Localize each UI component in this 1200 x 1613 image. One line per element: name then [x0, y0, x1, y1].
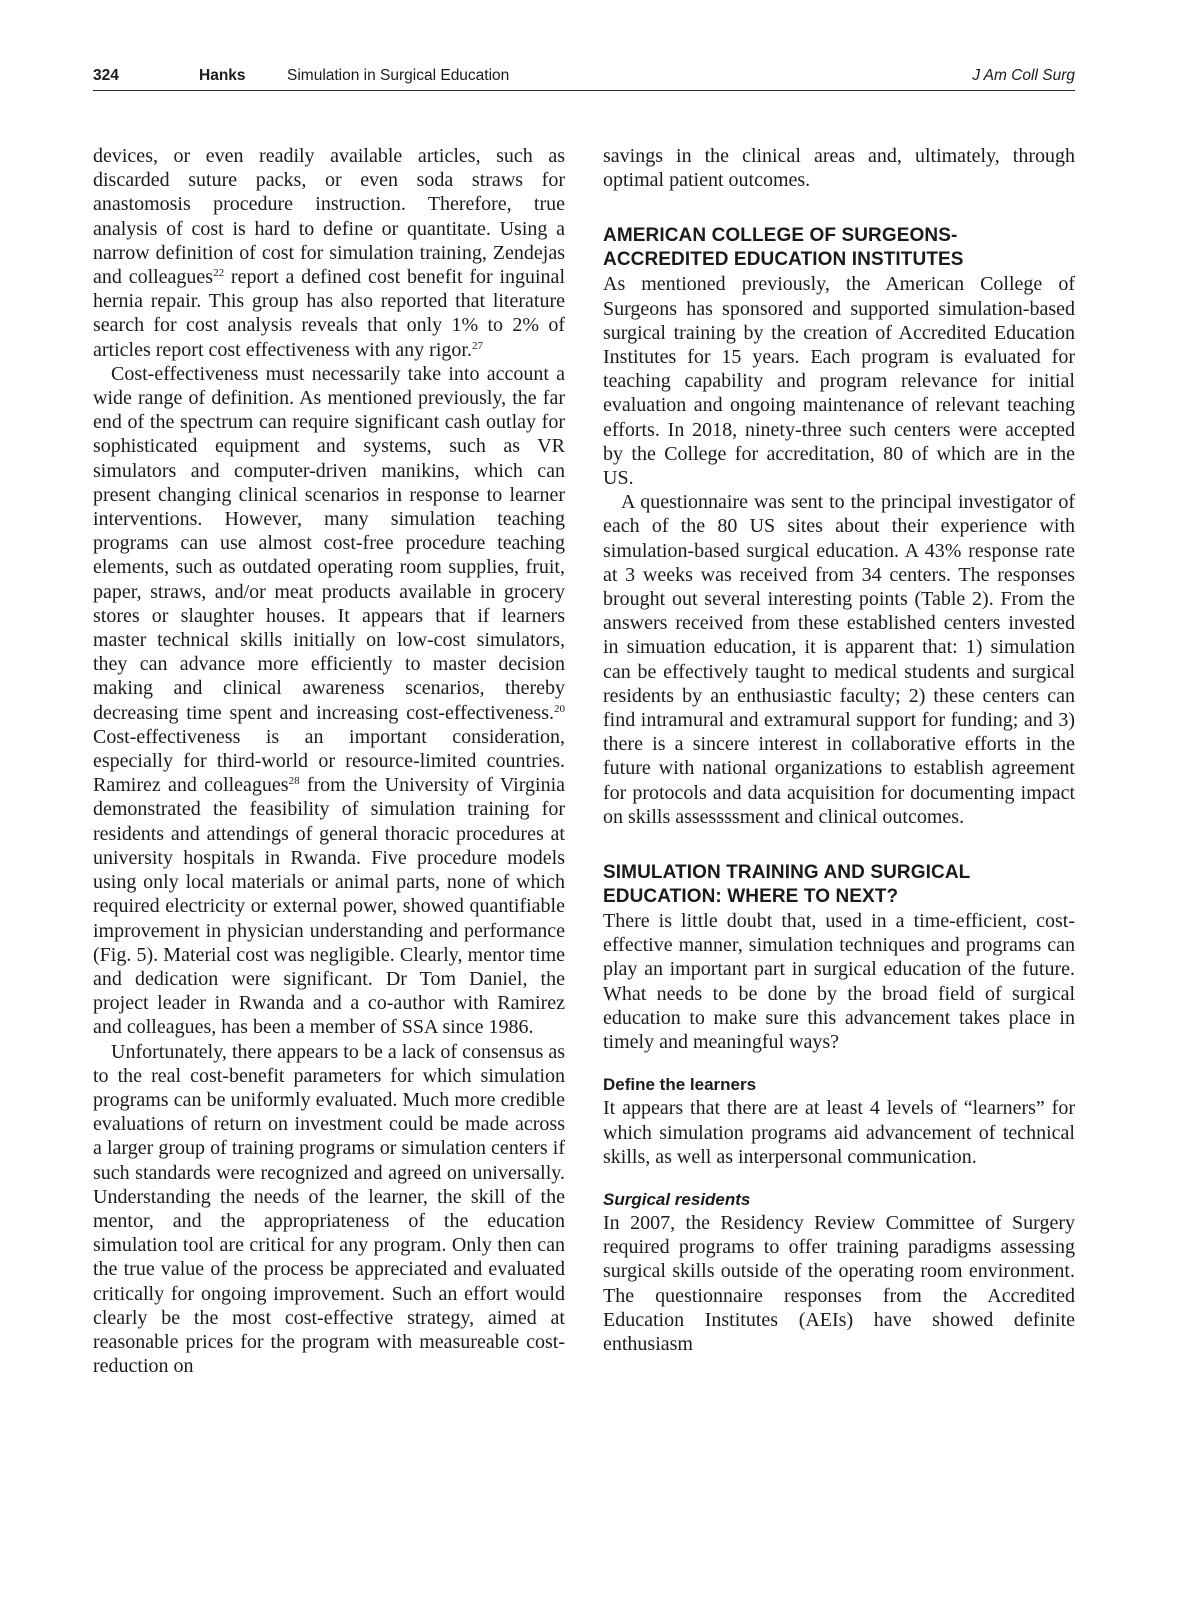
section-heading: AMERICAN COLLEGE OF SURGEONS-ACCREDITED EDUCATION INSTITUTES — [603, 225, 964, 271]
body-paragraph: There is little doubt that, used in a time-efficient, cost-effective manner, simulation techniques and programs can play an important part in surgical education of the future. What needs to be done by the broad field of surgical education to make sure this advancement takes place in timely and meaningful ways? — [603, 910, 1075, 1054]
body-paragraph: As mentioned previously, the American College of Surgeons has sponsored and supported simulation-based surgical training by the creation of Accredited Education Institutes for 15 years. Each program is evaluated for teaching capability and program relevance for initial evaluation and ongoing maintenance of relevant teaching efforts. In 2018, ninety-three such centers were accepted by the College for accreditation, 80 of which are in the US. — [603, 273, 1075, 490]
journal-name: J Am Coll Surg — [972, 67, 1075, 84]
page-number: 324 — [93, 67, 119, 84]
section-heading: SIMULATION TRAINING AND SURGICAL EDUCATION: WHERE TO NEXT? — [603, 862, 971, 908]
body-paragraph: devices, or even readily available articles, such as discarded suture packs, or even soda straws for anastomosis procedure instruction. Therefore, true analysis of cost is hard to define or quantitate. Using a narrow definition of cost for simulation training, Zendejas and colleagues$^{22}$ report a defined cost benefit for inguinal hernia repair. This group has also reported that literature search for cost analysis reveals that only 1% to 2% of articles report cost effectiveness with any rigor.$^{27}$ — [93, 145, 565, 361]
running-header — [93, 66, 1075, 91]
body-paragraph: Unfortunately, there appears to be a lack of consensus as to the real cost-benefit parameters for which simulation programs can be uniformly evaluated. Much more credible evaluations of return on investment could be made across a larger group of training programs or simulation centers if such standards were recognized and agreed on universally. Understanding the needs of the learner, the skill of the mentor, and the appropriateness of the education simulation tool are critical for any program. Only then can the true value of the process be appreciated and evaluated critically for ongoing improvement. Such an effort would clearly be the most cost-effective strategy, aimed at reasonable prices for the program with measureable cost-reduction on — [93, 1040, 565, 1378]
left-column — [93, 144, 565, 1378]
subsubsection-heading: Surgical residents — [603, 1189, 751, 1209]
subsection-heading: Define the learners — [603, 1075, 757, 1095]
running-author: Hanks — [199, 67, 246, 84]
body-paragraph: Cost-effectiveness must necessarily take into account a wide range of definition. As mentioned previously, the far end of the spectrum can require significant cash outlay for sophisticated equipment and systems, such as VR simulators and computer-driven manikins, which can present changing clinical scenarios in response to learner interventions. However, many simulation teaching programs can use almost cost-free procedure teaching elements, such as outdated operating room supplies, fruit, paper, straws, and/or meat products available in grocery stores or slaughter houses. It appears that if learners master technical skills initially on low-cost simulators, they can advance more efficiently to master decision making and clinical awareness scenarios, thereby decreasing time spent and increasing cost-effectiveness.$^{20}$ Cost-effectiveness is an important consideration, especially for third-world or resource-limited countries. Ramirez and colleagues$^{28}$ from the University of Virginia demonstrated the feasibility of simulation training for residents and attendings of general thoracic procedures at university hospitals in Rwanda. Five procedure models using only local materials or animal parts, none of which required electricity or external power, showed quantifiable improvement in physician understanding and performance (Fig. 5). Material cost was negligible. Clearly, mentor time and dedication were significant. Dr Tom Daniel, the project leader in Rwanda and a co-author with Ramirez and colleagues, has been a member of SSA since 1986. — [93, 362, 565, 1039]
body-paragraph: A questionnaire was sent to the principal investigator of each of the 80 US sites about their experience with simulation-based surgical education. A 43% response rate at 3 weeks was received from 34 centers. The responses brought out several interesting points (Table 2). From the answers received from these established centers invested in simuation education, it is apparent that: 1) simulation can be effectively taught to medical students and surgical residents by an enthusiastic faculty; 2) these centers can find intramural and extramural support for funding; and 3) there is a sincere interest in collaborative efforts in the future with national organizations to establish agreement for protocols and data acquisition for documenting impact on skills assessssment and clinical outcomes. — [603, 491, 1075, 828]
body-paragraph: It appears that there are at least 4 levels of “learners” for which simulation programs aid advancement of technical skills, as well as interpersonal communication. — [603, 1097, 1075, 1168]
body-paragraph: savings in the clinical areas and, ultimately, through optimal patient outcomes. — [603, 145, 1075, 192]
citation-ref: 20 — [554, 702, 565, 715]
right-column — [603, 144, 1075, 1356]
citation-ref: 22 — [213, 267, 225, 280]
running-title: Simulation in Surgical Education — [287, 67, 510, 84]
citation-ref: 28 — [288, 775, 300, 788]
citation-ref: 27 — [471, 339, 483, 352]
body-paragraph: In 2007, the Residency Review Committee of Surgery required programs to offer training paradigms assessing surgical skills outside of the operating room environment. The questionnaire responses from the Accredited Education Institutes (AEIs) have showed definite enthusiasm — [603, 1211, 1075, 1355]
